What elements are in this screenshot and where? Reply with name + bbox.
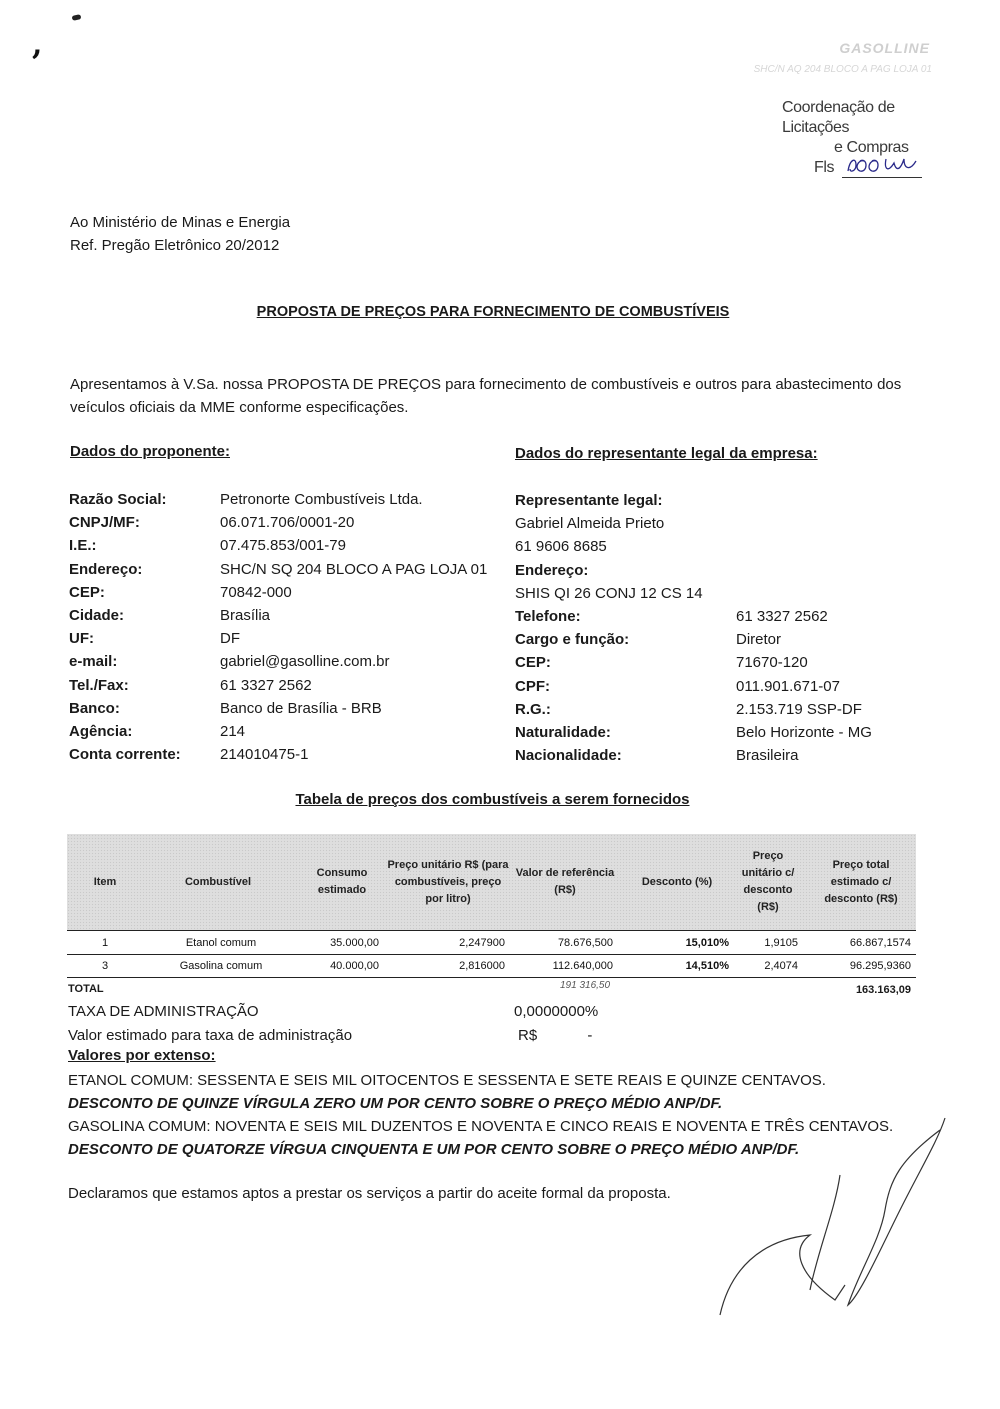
city-value: Brasília bbox=[220, 606, 271, 624]
rep-birthplace: Belo Horizonte - MG bbox=[736, 723, 872, 741]
fee-currency: R$ bbox=[518, 1026, 538, 1044]
cell-consumption: 40.000,00 bbox=[330, 960, 379, 972]
cell-consumption: 35.000,00 bbox=[330, 937, 379, 949]
representative-heading: Dados do representante legal da empresa: bbox=[515, 445, 818, 462]
cell-ref-value: 112.640,000 bbox=[552, 960, 613, 972]
proponent-heading: Dados do proponente: bbox=[70, 443, 230, 460]
handwritten-total: 191 316,50 bbox=[560, 980, 611, 991]
field-label: Tel./Fax: bbox=[69, 676, 129, 694]
rep-role: Diretor bbox=[736, 631, 782, 649]
total-value: 163.163,09 bbox=[855, 984, 911, 996]
addressee-block bbox=[70, 211, 290, 257]
col-header-consumption: Consumo estimado bbox=[316, 867, 368, 896]
field-label: Banco: bbox=[69, 699, 120, 717]
rep-nationality: Brasileira bbox=[736, 747, 799, 765]
proponent-values bbox=[220, 488, 487, 766]
letterhead-address: SHC/N AQ 204 BLOCO A PAG LOJA 01 bbox=[753, 64, 932, 75]
col-header-total-discounted: Preço total estimado c/ desconto (R$) bbox=[824, 858, 898, 905]
rep-telephone: 61 3327 2562 bbox=[736, 608, 828, 625]
field-label: e-mail: bbox=[69, 653, 118, 671]
rep-cpf: 011.901.671-07 bbox=[736, 677, 840, 695]
email-value: gabriel@gasolline.com.br bbox=[220, 653, 390, 671]
legal-rep-label: Representante legal: bbox=[515, 492, 663, 509]
declaration: Declaramos que estamos aptos a prestar os serviços a partir do aceite formal da proposta. bbox=[68, 1185, 671, 1202]
cell-discount: 14,510% bbox=[685, 960, 729, 972]
words-line: GASOLINA COMUM: NOVENTA E SEIS MIL DUZENTOS E NOVENTA E CINCO REAIS E NOVENTA E TRÊS CENTAVOS. bbox=[68, 1118, 894, 1135]
field-label: Cargo e função: bbox=[515, 631, 630, 649]
stamp-line-2: e Compras bbox=[834, 139, 909, 156]
price-table-title: Tabela de preços dos combustíveis a serem fornecidos bbox=[295, 791, 690, 808]
handwritten-page-number bbox=[842, 151, 922, 177]
letterhead-brand: GASOLLINE bbox=[839, 40, 930, 56]
field-label: Conta corrente: bbox=[69, 746, 181, 764]
fee-label: TAXA DE ADMINISTRAÇÃO bbox=[68, 1003, 259, 1020]
reference-line: Ref. Pregão Eletrônico 20/2012 bbox=[70, 237, 280, 254]
rep-address: SHIS QI 26 CONJ 12 CS 14 bbox=[515, 584, 703, 602]
field-label: Cidade: bbox=[69, 606, 125, 624]
stamp-fls-field bbox=[842, 161, 922, 178]
phone-value: 61 3327 2562 bbox=[220, 676, 312, 694]
col-header-discount: Desconto (%) bbox=[641, 875, 713, 888]
col-header-fuel: Combustível bbox=[184, 875, 251, 888]
rep-address-label: Endereço: bbox=[515, 561, 589, 579]
company-name: Petronorte Combustíveis Ltda. bbox=[220, 491, 423, 508]
total-label: TOTAL bbox=[68, 983, 104, 995]
table-row bbox=[67, 932, 916, 955]
addressee-line: Ao Ministério de Minas e Energia bbox=[70, 214, 291, 231]
words-line: DESCONTO DE QUATORZE VÍRGUA CINQUENTA E UM POR CENTO SOBRE O PREÇO MÉDIO ANP/DF. bbox=[68, 1141, 800, 1158]
stamp-fls-label: Fls bbox=[814, 159, 835, 176]
cell-ref-value: 78.676,500 bbox=[557, 937, 613, 949]
stamp-line-1: Coordenação de Licitações bbox=[782, 99, 895, 136]
rep-cep: 71670-120 bbox=[736, 654, 808, 672]
rep-phone: 61 9606 8685 bbox=[515, 538, 607, 556]
field-label: CPF: bbox=[515, 677, 550, 695]
field-label: Naturalidade: bbox=[515, 723, 611, 741]
field-label: R.G.: bbox=[515, 700, 551, 718]
address-value: SHC/N SQ 204 BLOCO A PAG LOJA 01 bbox=[220, 560, 488, 578]
signature bbox=[700, 1100, 970, 1330]
col-header-unit-price: Preço unitário R$ (para combustíveis, preço por litro) bbox=[387, 858, 509, 905]
fee-labels bbox=[68, 1000, 352, 1047]
cell-unit-discounted: 1,9105 bbox=[764, 937, 798, 949]
cell-unit-discounted: 2,4074 bbox=[764, 960, 798, 972]
account-value: 214010475-1 bbox=[220, 746, 309, 764]
rep-rg: 2.153.719 SSP-DF bbox=[736, 700, 862, 718]
fee-rate: 0,0000000% bbox=[514, 1003, 599, 1020]
table-row bbox=[67, 955, 916, 978]
price-table-header bbox=[67, 834, 916, 931]
proponent-labels bbox=[69, 488, 219, 766]
ie-value: 07.475.853/001-79 bbox=[220, 537, 346, 555]
scan-mark bbox=[72, 14, 82, 21]
document-title: PROPOSTA DE PREÇOS PARA FORNECIMENTO DE COMBUSTÍVEIS bbox=[256, 304, 730, 320]
fee-values bbox=[514, 1000, 599, 1047]
uf-value: DF bbox=[220, 630, 240, 648]
cell-unit-price: 2,816000 bbox=[459, 960, 505, 972]
fee-estimate-label: Valor estimado para taxa de administração bbox=[68, 1026, 353, 1044]
col-header-ref-value: Valor de referência (R$) bbox=[515, 867, 615, 896]
bank-value: Banco de Brasília - BRB bbox=[220, 699, 382, 717]
representative-block bbox=[515, 489, 703, 767]
cell-discount: 15,010% bbox=[685, 937, 729, 949]
cell-total-discounted: 96.295,9360 bbox=[849, 960, 911, 972]
agency-value: 214 bbox=[220, 722, 246, 740]
field-label: CEP: bbox=[69, 583, 105, 601]
cell-fuel: Gasolina comum bbox=[179, 960, 263, 972]
col-header-item: Item bbox=[93, 875, 117, 888]
field-label: Endereço: bbox=[69, 560, 143, 578]
field-label: Nacionalidade: bbox=[515, 747, 622, 765]
cell-unit-price: 2,247900 bbox=[459, 937, 505, 949]
field-label: UF: bbox=[69, 630, 94, 648]
field-label: CNPJ/MF: bbox=[69, 514, 140, 532]
representative-values bbox=[736, 605, 872, 767]
cnpj-value: 06.071.706/0001-20 bbox=[220, 514, 355, 532]
fee-amount: - bbox=[587, 1026, 593, 1044]
cep-value: 70842-000 bbox=[220, 583, 292, 601]
field-label: I.E.: bbox=[69, 537, 97, 555]
col-header-unit-discounted: Preço unitário c/ desconto (R$) bbox=[741, 850, 795, 913]
field-label: Telefone: bbox=[515, 607, 581, 625]
rep-name: Gabriel Almeida Prieto bbox=[515, 515, 665, 533]
intro-paragraph: Apresentamos à V.Sa. nossa PROPOSTA DE PREÇOS para fornecimento de combustíveis e outros para abastecimento dos veículos oficiais da MME conforme especificações. bbox=[70, 376, 902, 416]
cell-item: 3 bbox=[101, 960, 109, 972]
words-line: DESCONTO DE QUINZE VÍRGULA ZERO UM POR CENTO SOBRE O PREÇO MÉDIO ANP/DF. bbox=[68, 1095, 723, 1112]
values-in-words-heading: Valores por extenso: bbox=[68, 1047, 216, 1064]
field-label: Agência: bbox=[69, 722, 133, 740]
protocol-stamp bbox=[782, 98, 962, 178]
words-line: ETANOL COMUM: SESSENTA E SEIS MIL OITOCENTOS E SESSENTA E SETE REAIS E QUINZE CENTAVOS. bbox=[68, 1072, 826, 1089]
cell-fuel: Etanol comum bbox=[185, 937, 257, 949]
field-label: Razão Social: bbox=[69, 491, 167, 508]
cell-total-discounted: 66.867,1574 bbox=[849, 937, 911, 949]
cell-item: 1 bbox=[101, 937, 109, 949]
field-label: CEP: bbox=[515, 654, 551, 672]
scan-mark: , bbox=[32, 27, 43, 62]
